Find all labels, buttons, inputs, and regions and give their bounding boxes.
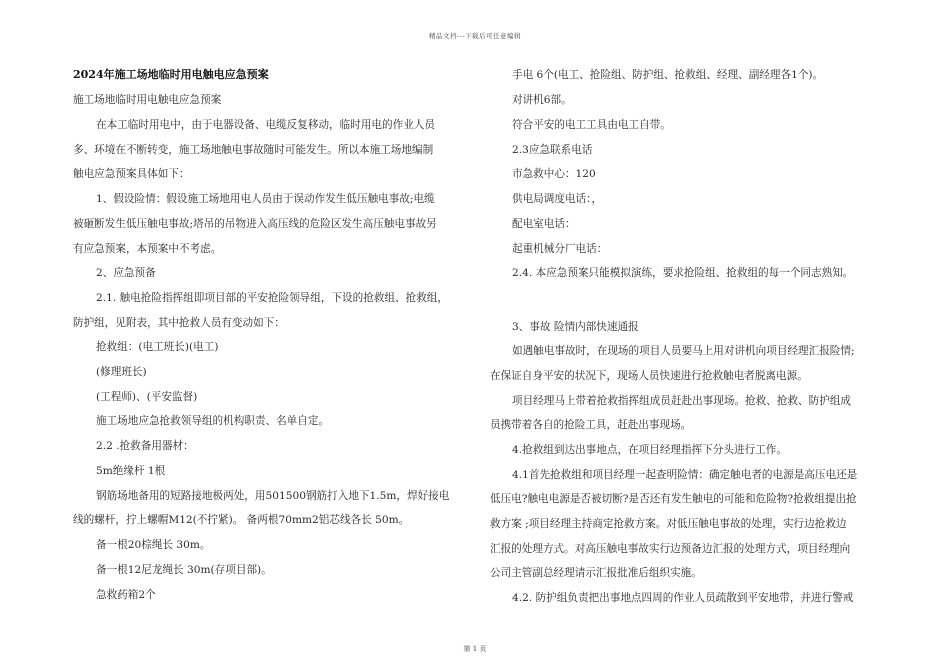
page-header: 精品文档---下载后可任意编辑 <box>428 32 522 40</box>
right-text-line: 供电局调度电话：， <box>512 193 603 205</box>
right-text-line: 救方案 ;项目经理主持商定抢救方案。对低压触电事故的处理，实行边抢救边 <box>490 518 847 530</box>
right-text-line: 符合平安的电工工具由电工自带。 <box>512 119 671 131</box>
left-text-line: (工程师)、(平安监督) <box>96 391 198 403</box>
right-text-line: 2.4. 本应急预案只能模拟演练，要求抢险组、抢救组的每一个同志熟知。 <box>512 267 854 279</box>
left-text-line: 在本工临时用电中，由于电器设备、电缆反复移动，临时用电的作业人员 <box>96 119 435 131</box>
document-title: 2024年施工场地临时用电触电应急预案 <box>73 68 269 81</box>
left-text-line: 5m绝缘杆 1根 <box>96 465 166 477</box>
right-text-line: 起重机械分厂电话： <box>512 243 608 255</box>
left-text-line: 钢筋场地备用的短路接地极两处，用501500钢筋打入地下1.5m，焊好接电 <box>96 490 450 502</box>
left-text-line: 备一根20棕绳长 30m。 <box>96 539 211 551</box>
right-text-line: 项目经理马上带着抢救指挥组成员赶赴出事现场。抢救、抢救、防护组成 <box>512 395 851 407</box>
document-subtitle: 施工场地临时用电触电应急预案 <box>73 94 222 106</box>
left-text-line: 抢救组：(电工班长)(电工) <box>96 341 219 353</box>
right-text-line: 配电室电话： <box>512 218 576 230</box>
section-heading: 2.2 .抢救备用器材： <box>96 440 194 452</box>
right-text-line: 市急救中心：120 <box>512 168 596 180</box>
left-text-line: 备一根12尼龙绳长 30m(存项目部)。 <box>96 564 272 576</box>
page-number: 第 1 页 <box>463 645 487 653</box>
left-text-line: 防护组，见附表，其中抢救人员有变动如下： <box>73 317 285 329</box>
right-text-line: 汇报的处理方式。对高压触电事故实行边预备边汇报的处理方式，项目经理向 <box>490 543 851 555</box>
left-text-line: 1、假设险情：假设施工场地用电人员由于误动作发生低压触电事故;电缆 <box>96 193 435 205</box>
left-text-line: 多、环境在不断转变，施工场地触电事故随时可能发生。所以本施工场地编制 <box>73 144 434 156</box>
right-text-line: 4.2. 防护组负责把出事地点四周的作业人员疏散到平安地带，并进行警戒 <box>512 592 854 604</box>
left-text-line: 急救药箱2个 <box>96 589 156 601</box>
right-text-line: 如遇触电事故时，在现场的项目人员要马上用对讲机向项目经理汇报险情; <box>512 345 855 357</box>
section-heading: 2.3应急联系电话 <box>512 144 593 156</box>
left-text-line: 施工场地应急抢救领导组的机构职责、名单自定。 <box>96 415 330 427</box>
right-text-line: 低压电?触电电源是否被切断?是否还有发生触电的可能和危险物?抢救组提出抢 <box>490 493 857 505</box>
right-text-line: 4.1首先抢救组和项目经理一起查明险情：确定触电者的电源是高压电还是 <box>512 469 858 481</box>
left-text-line: 2.1. 触电抢险指挥组即项目部的平安抢险领导组，下设的抢救组、抢救组， <box>96 292 448 304</box>
section-heading: 2、应急预备 <box>96 267 156 279</box>
section-heading: 3、事故 险情内部快速通报 <box>512 321 639 333</box>
right-text-line: 公司主管副总经理请示汇报批准后组织实施。 <box>490 567 702 579</box>
right-text-line: 手电 6个(电工、抢险组、防护组、抢救组、经理、副经理各1个)。 <box>512 69 824 81</box>
left-text-line: 线的螺杆，拧上螺帽M12(不拧紧)。 备两根70mm2铝芯线各长 50m。 <box>73 514 410 526</box>
right-text-line: 在保证自身平安的状况下，现场人员快速进行抢救触电者脱离电源。 <box>490 370 808 382</box>
left-text-line: 触电应急预案具体如下： <box>73 168 190 180</box>
left-text-line: 有应急预案，本预案中不考虑。 <box>73 243 222 255</box>
left-text-line: (修理班长) <box>96 366 147 378</box>
right-text-line: 对讲机6部。 <box>512 94 572 106</box>
right-text-line: 员携带着各自的抢险工具，赶赴出事现场。 <box>490 419 692 431</box>
left-text-line: 被砸断发生低压触电事故;塔吊的吊物进入高压线的危险区发生高压触电事故另 <box>73 218 437 230</box>
right-text-line: 4.抢救组到达出事地点，在项目经理指挥下分头进行工作。 <box>512 444 787 456</box>
